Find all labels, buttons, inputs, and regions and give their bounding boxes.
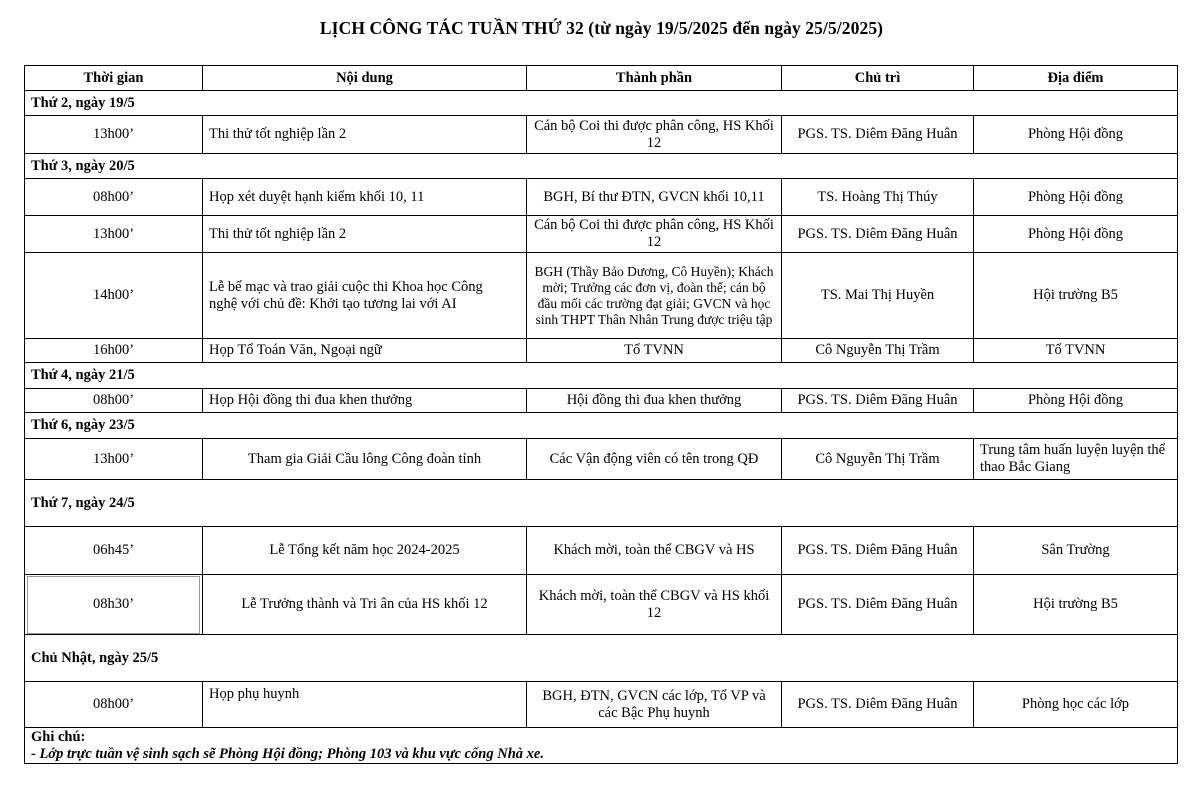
cell-chair: PGS. TS. Diêm Đăng Huân	[782, 682, 974, 728]
cell-members: Cán bộ Coi thi được phân công, HS Khối 12	[527, 216, 782, 253]
table-row	[25, 389, 1178, 413]
header-members: Thành phần	[527, 66, 782, 91]
cell-members: BGH, ĐTN, GVCN các lớp, Tổ VP và các Bậc Phụ huynh	[527, 682, 782, 728]
notes-row	[25, 728, 1178, 764]
cell-location: Phòng Hội đồng	[974, 179, 1178, 216]
cell-chair: Cô Nguyễn Thị Trầm	[782, 439, 974, 480]
table-row	[25, 116, 1178, 154]
cell-time: 16h00’	[25, 339, 203, 363]
cell-members: Hội đồng thi đua khen thưởng	[527, 389, 782, 413]
day-label: Thứ 6, ngày 23/5	[25, 413, 1178, 439]
cell-time: 13h00’	[25, 439, 203, 480]
cell-location: Phòng Hội đồng	[974, 216, 1178, 253]
table-row	[25, 253, 1178, 339]
day-row	[25, 413, 1178, 439]
day-label: Thứ 4, ngày 21/5	[25, 363, 1178, 389]
cell-time: 08h00’	[25, 179, 203, 216]
day-row	[25, 154, 1178, 179]
day-row	[25, 363, 1178, 389]
cell-time: 14h00’	[25, 253, 203, 339]
cell-location: Hội trường B5	[974, 253, 1178, 339]
day-label: Thứ 7, ngày 24/5	[25, 480, 1178, 527]
cell-content: Lễ Tổng kết năm học 2024-2025	[203, 527, 527, 575]
day-row	[25, 91, 1178, 116]
cell-content: Họp xét duyệt hạnh kiểm khối 10, 11	[203, 179, 527, 216]
header-chair: Chủ trì	[782, 66, 974, 91]
header-location: Địa điểm	[974, 66, 1178, 91]
notes-cell	[25, 728, 1178, 764]
notes-label: Ghi chú:	[31, 728, 86, 745]
cell-chair: TS. Mai Thị Huyền	[782, 253, 974, 339]
cell-members: Các Vận động viên có tên trong QĐ	[527, 439, 782, 480]
day-row	[25, 480, 1178, 527]
table-row	[25, 339, 1178, 363]
header-time: Thời gian	[25, 66, 203, 91]
day-label: Thứ 3, ngày 20/5	[25, 154, 1178, 179]
cell-time	[25, 575, 203, 635]
cell-time: 08h00’	[25, 389, 203, 413]
cell-location: Phòng Hội đồng	[974, 389, 1178, 413]
cell-content: Họp Hội đồng thi đua khen thưởng	[203, 389, 527, 413]
cell-location: Trung tâm huấn luyện luyện thể thao Bắc Giang	[974, 439, 1178, 480]
cell-chair: TS. Hoàng Thị Thúy	[782, 179, 974, 216]
cell-content: Tham gia Giải Cầu lông Công đoàn tỉnh	[203, 439, 527, 480]
day-label: Thứ 2, ngày 19/5	[25, 91, 1178, 116]
cell-content: Lễ Trưởng thành và Tri ân của HS khối 12	[203, 575, 527, 635]
cell-members: Khách mời, toàn thể CBGV và HS	[527, 527, 782, 575]
cell-chair: PGS. TS. Diêm Đăng Huân	[782, 575, 974, 635]
time-box: 08h30’	[27, 576, 200, 634]
cell-members: Cán bộ Coi thi được phân công, HS Khối 12	[527, 116, 782, 154]
cell-members: BGH, Bí thư ĐTN, GVCN khối 10,11	[527, 179, 782, 216]
cell-members: BGH (Thầy Bảo Dương, Cô Huyền); Khách mời; Trưởng các đơn vị, đoàn thể; cán bộ đầu mối các trường đạt giải; GVCN và học sinh THPT Thân Nhân Trung được triệu tập	[527, 253, 782, 339]
cell-location: Phòng học các lớp	[974, 682, 1178, 728]
cell-content: Lễ bế mạc và trao giải cuộc thi Khoa học Công nghệ với chủ đề: Khởi tạo tương lai với AI	[203, 253, 527, 339]
cell-time: 13h00’	[25, 116, 203, 154]
table-row	[25, 216, 1178, 253]
cell-time: 06h45’	[25, 527, 203, 575]
cell-location: Hội trường B5	[974, 575, 1178, 635]
cell-content: Họp Tổ Toán Văn, Ngoại ngữ	[203, 339, 527, 363]
cell-content: Thi thử tốt nghiệp lần 2	[203, 116, 527, 154]
cell-time: 13h00’	[25, 216, 203, 253]
cell-chair: PGS. TS. Diêm Đăng Huân	[782, 389, 974, 413]
day-row	[25, 635, 1178, 682]
cell-location: Phòng Hội đồng	[974, 116, 1178, 154]
page-title: LỊCH CÔNG TÁC TUẦN THỨ 32 (từ ngày 19/5/2025 đến ngày 25/5/2025)	[319, 18, 884, 38]
cell-chair: PGS. TS. Diêm Đăng Huân	[782, 527, 974, 575]
cell-time: 08h00’	[25, 682, 203, 728]
schedule-table	[24, 65, 1178, 764]
table-header-row	[25, 66, 1178, 91]
cell-chair: PGS. TS. Diêm Đăng Huân	[782, 216, 974, 253]
cell-location: Sân Trường	[974, 527, 1178, 575]
cell-content: Thi thử tốt nghiệp lần 2	[203, 216, 527, 253]
cell-chair: PGS. TS. Diêm Đăng Huân	[782, 116, 974, 154]
notes-text: - Lớp trực tuần vệ sinh sạch sẽ Phòng Hội đồng; Phòng 103 và khu vực cổng Nhà xe.	[31, 745, 544, 762]
cell-location: Tổ TVNN	[974, 339, 1178, 363]
table-row	[25, 179, 1178, 216]
cell-members: Tổ TVNN	[527, 339, 782, 363]
table-row	[25, 575, 1178, 635]
table-row	[25, 439, 1178, 480]
day-label: Chủ Nhật, ngày 25/5	[25, 635, 1178, 682]
cell-chair: Cô Nguyễn Thị Trầm	[782, 339, 974, 363]
table-row	[25, 682, 1178, 728]
table-row	[25, 527, 1178, 575]
cell-members: Khách mời, toàn thể CBGV và HS khối 12	[527, 575, 782, 635]
header-content: Nội dung	[203, 66, 527, 91]
cell-content: Họp phụ huynh	[203, 682, 527, 728]
